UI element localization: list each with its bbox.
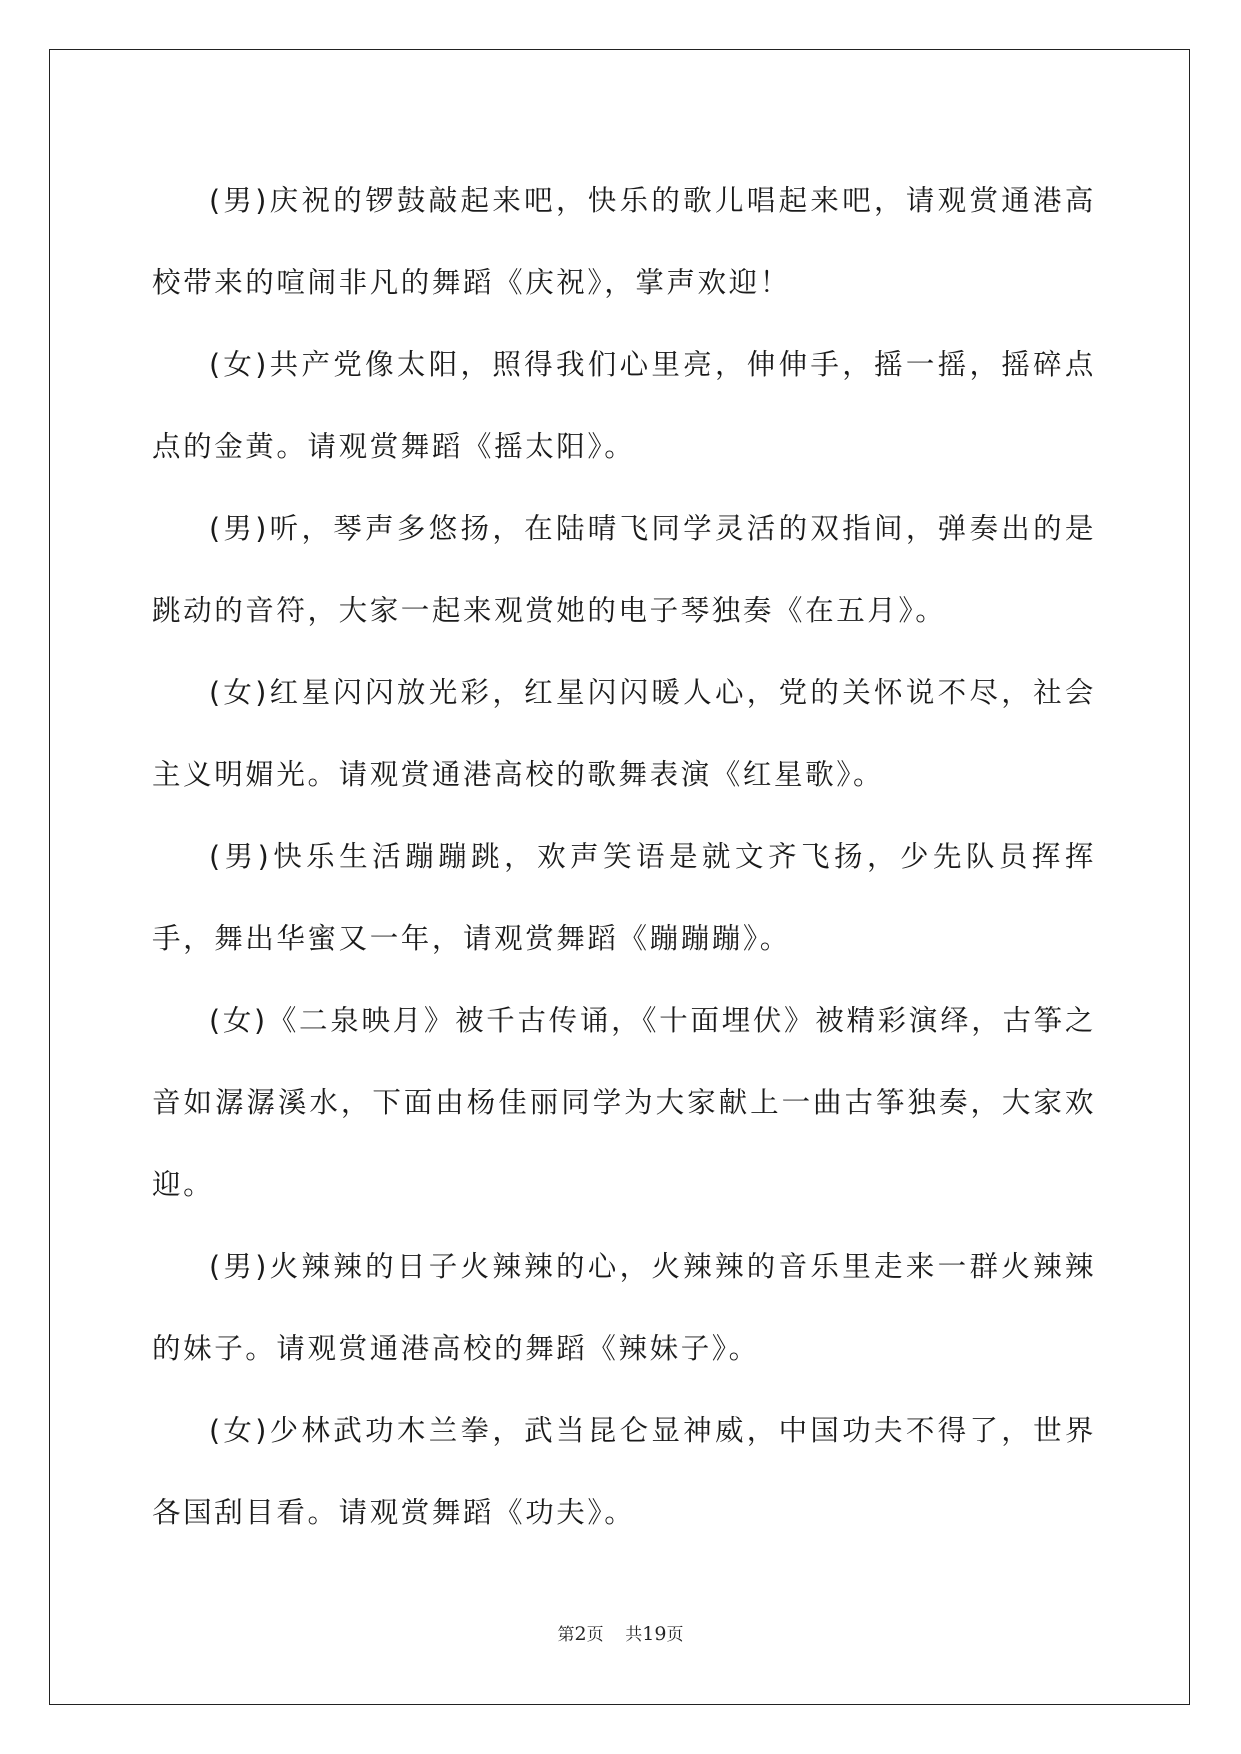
page-footer [0,1620,1241,1645]
total-pages: 19 [642,1623,667,1645]
page-number: 2 [574,1623,587,1645]
paragraph-4: (女)红星闪闪放光彩，红星闪闪暖人心，党的关怀说不尽，社会主义明媚光。请观赏通港高校的歌舞表演《红星歌》。 [152,676,1096,791]
paragraph-5: (男)快乐生活蹦蹦跳，欢声笑语是就文齐飞扬，少先队员挥挥手，舞出华蜜又一年，请观赏舞蹈《蹦蹦蹦》。 [152,840,1096,955]
paragraph-1: (男)庆祝的锣鼓敲起来吧，快乐的歌儿唱起来吧，请观赏通港高校带来的喧闹非凡的舞蹈《庆祝》，掌声欢迎！ [152,184,1096,299]
document-body [152,160,1096,1554]
paragraph-8: (女)少林武功木兰拳，武当昆仑显神威，中国功夫不得了，世界各国刮目看。请观赏舞蹈《功夫》。 [152,1414,1096,1529]
paragraph-7: (男)火辣辣的日子火辣辣的心，火辣辣的音乐里走来一群火辣辣的妹子。请观赏通港高校的舞蹈《辣妹子》。 [152,1250,1096,1365]
total-suffix: 页 [666,1625,684,1645]
paragraph-6: (女)《二泉映月》被千古传诵，《十面埋伏》被精彩演绎，古筝之音如潺潺溪水，下面由杨佳丽同学为大家献上一曲古筝独奏，大家欢迎。 [152,1004,1096,1201]
page-prefix: 第 [557,1625,575,1645]
paragraph-2: (女)共产党像太阳，照得我们心里亮，伸伸手，摇一摇，摇碎点点的金黄。请观赏舞蹈《摇太阳》。 [152,348,1096,463]
paragraph-3: (男)听，琴声多悠扬，在陆晴飞同学灵活的双指间，弹奏出的是跳动的音符，大家一起来观赏她的电子琴独奏《在五月》。 [152,512,1096,627]
page-suffix: 页 [586,1625,604,1645]
total-prefix: 共 [625,1625,643,1645]
